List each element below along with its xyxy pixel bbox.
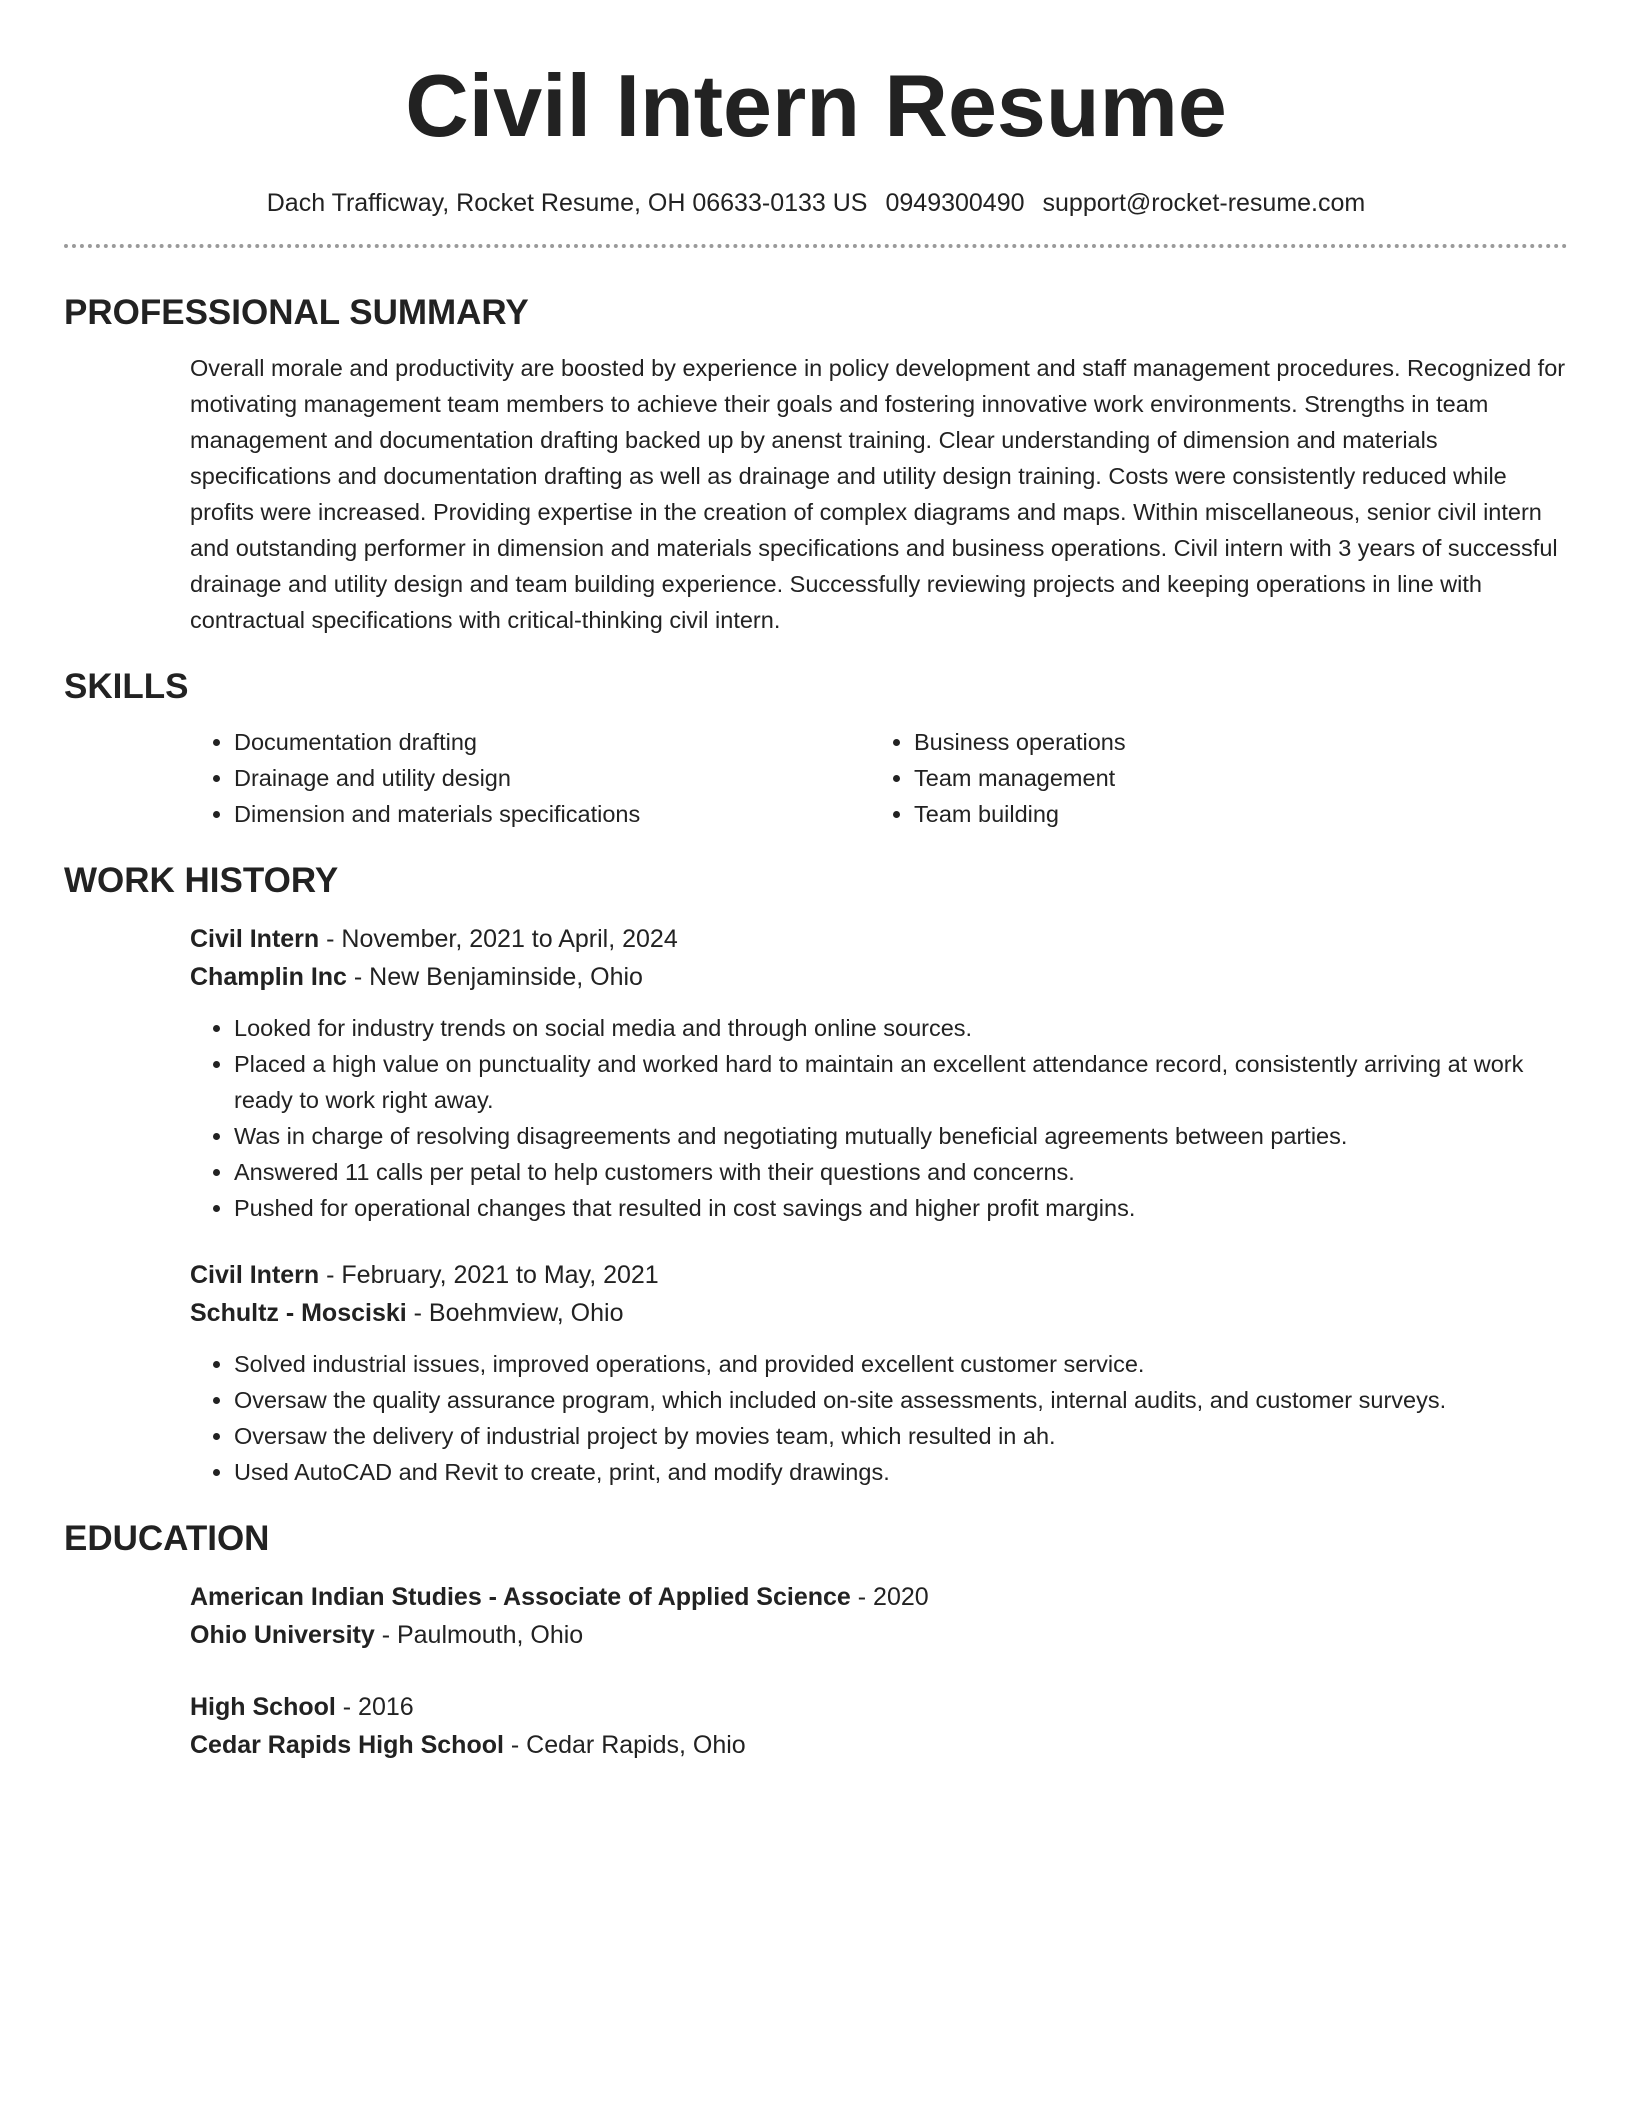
job-company: Champlin Inc <box>190 963 347 991</box>
education-school-line <box>190 1616 1568 1654</box>
contact-phone: 0949300490 <box>885 189 1025 217</box>
education-school-line <box>190 1726 1568 1764</box>
education-degree-line <box>190 1578 1568 1616</box>
job-company-line <box>190 1294 1568 1332</box>
education-degree: High School <box>190 1693 336 1721</box>
job-company-line <box>190 958 1568 996</box>
skill-item: • Team building <box>914 796 1568 832</box>
job-dates: - November, 2021 to April, 2024 <box>319 925 678 953</box>
summary-section <box>64 350 1568 638</box>
job-entry <box>190 1256 1568 1490</box>
contact-address: Dach Trafficway, Rocket Resume, OH 06633-0133 US <box>266 189 868 217</box>
job-bullet: • Answered 11 calls per petal to help customers with their questions and concerns. <box>234 1154 1568 1190</box>
summary-heading: PROFESSIONAL SUMMARY <box>64 293 529 332</box>
job-bullet: • Looked for industry trends on social media and through online sources. <box>234 1010 1568 1046</box>
header-divider <box>64 244 1568 248</box>
job-dates: - February, 2021 to May, 2021 <box>319 1261 659 1289</box>
summary-text: Overall morale and productivity are boosted by experience in policy development and staff management procedures. Recognized for motivating management team members to achieve their goals and fostering innovative work environments. Strengths in team management and documentation drafting backed up by anenst training. Clear understanding of dimension and materials specifications and documentation drafting as well as drainage and utility design training. Costs were consistently reduced while profits were increased. Providing expertise in the creation of complex diagrams and maps. Within miscellaneous, senior civil intern and outstanding performer in dimension and materials specifications and business operations. Civil intern with 3 years of successful drainage and utility design and team building experience. Successfully reviewing projects and keeping operations in line with contractual specifications with critical-thinking civil intern. <box>190 355 1566 633</box>
skills-list-right <box>870 724 1568 832</box>
resume-title: Civil Intern Resume <box>405 56 1227 155</box>
job-bullets <box>190 1346 1568 1490</box>
skill-item: • Drainage and utility design <box>234 760 870 796</box>
education-year: - 2016 <box>335 1693 414 1721</box>
job-title-line <box>190 1256 1568 1294</box>
job-location: - New Benjaminside, Ohio <box>346 963 643 991</box>
job-company: Schultz - Mosciski <box>190 1299 407 1327</box>
skills-heading: SKILLS <box>64 667 189 706</box>
job-bullets <box>190 1010 1568 1226</box>
education-school: Cedar Rapids High School <box>190 1731 504 1759</box>
skill-item: • Team management <box>914 760 1568 796</box>
job-bullet: • Solved industrial issues, improved operations, and provided excellent customer service. <box>234 1346 1568 1382</box>
education-entry <box>190 1688 1568 1764</box>
work-history-heading: WORK HISTORY <box>64 861 339 900</box>
job-title: Civil Intern <box>190 925 320 953</box>
job-bullet: • Placed a high value on punctuality and worked hard to maintain an excellent attendance record, consistently arriving at work ready to work right away. <box>234 1046 1568 1118</box>
skill-item: • Documentation drafting <box>234 724 870 760</box>
skills-grid <box>190 724 1568 832</box>
contact-email: support@rocket-resume.com <box>1042 189 1366 217</box>
education-degree: American Indian Studies - Associate of Applied Science <box>190 1583 851 1611</box>
education-school: Ohio University <box>190 1621 375 1649</box>
job-title: Civil Intern <box>190 1261 320 1289</box>
education-year: - 2020 <box>850 1583 929 1611</box>
skill-item: • Dimension and materials specifications <box>234 796 870 832</box>
education-section <box>64 1578 1568 1764</box>
work-history-section <box>64 920 1568 1490</box>
education-heading: EDUCATION <box>64 1519 270 1558</box>
skill-item: • Business operations <box>914 724 1568 760</box>
job-bullet: • Oversaw the quality assurance program, which included on-site assessments, internal audits, and customer surveys. <box>234 1382 1568 1418</box>
skills-section <box>64 724 1568 832</box>
education-degree-line <box>190 1688 1568 1726</box>
job-location: - Boehmview, Ohio <box>406 1299 624 1327</box>
job-bullet: • Pushed for operational changes that resulted in cost savings and higher profit margins. <box>234 1190 1568 1226</box>
job-bullet: • Was in charge of resolving disagreements and negotiating mutually beneficial agreements between parties. <box>234 1118 1568 1154</box>
skills-list-left <box>190 724 870 832</box>
education-entry <box>190 1578 1568 1654</box>
education-location: - Cedar Rapids, Ohio <box>503 1731 746 1759</box>
education-location: - Paulmouth, Ohio <box>374 1621 584 1649</box>
job-bullet: • Oversaw the delivery of industrial project by movies team, which resulted in ah. <box>234 1418 1568 1454</box>
job-title-line <box>190 920 1568 958</box>
job-entry <box>190 920 1568 1226</box>
contact-info <box>64 188 1568 218</box>
job-bullet: • Used AutoCAD and Revit to create, print, and modify drawings. <box>234 1454 1568 1490</box>
